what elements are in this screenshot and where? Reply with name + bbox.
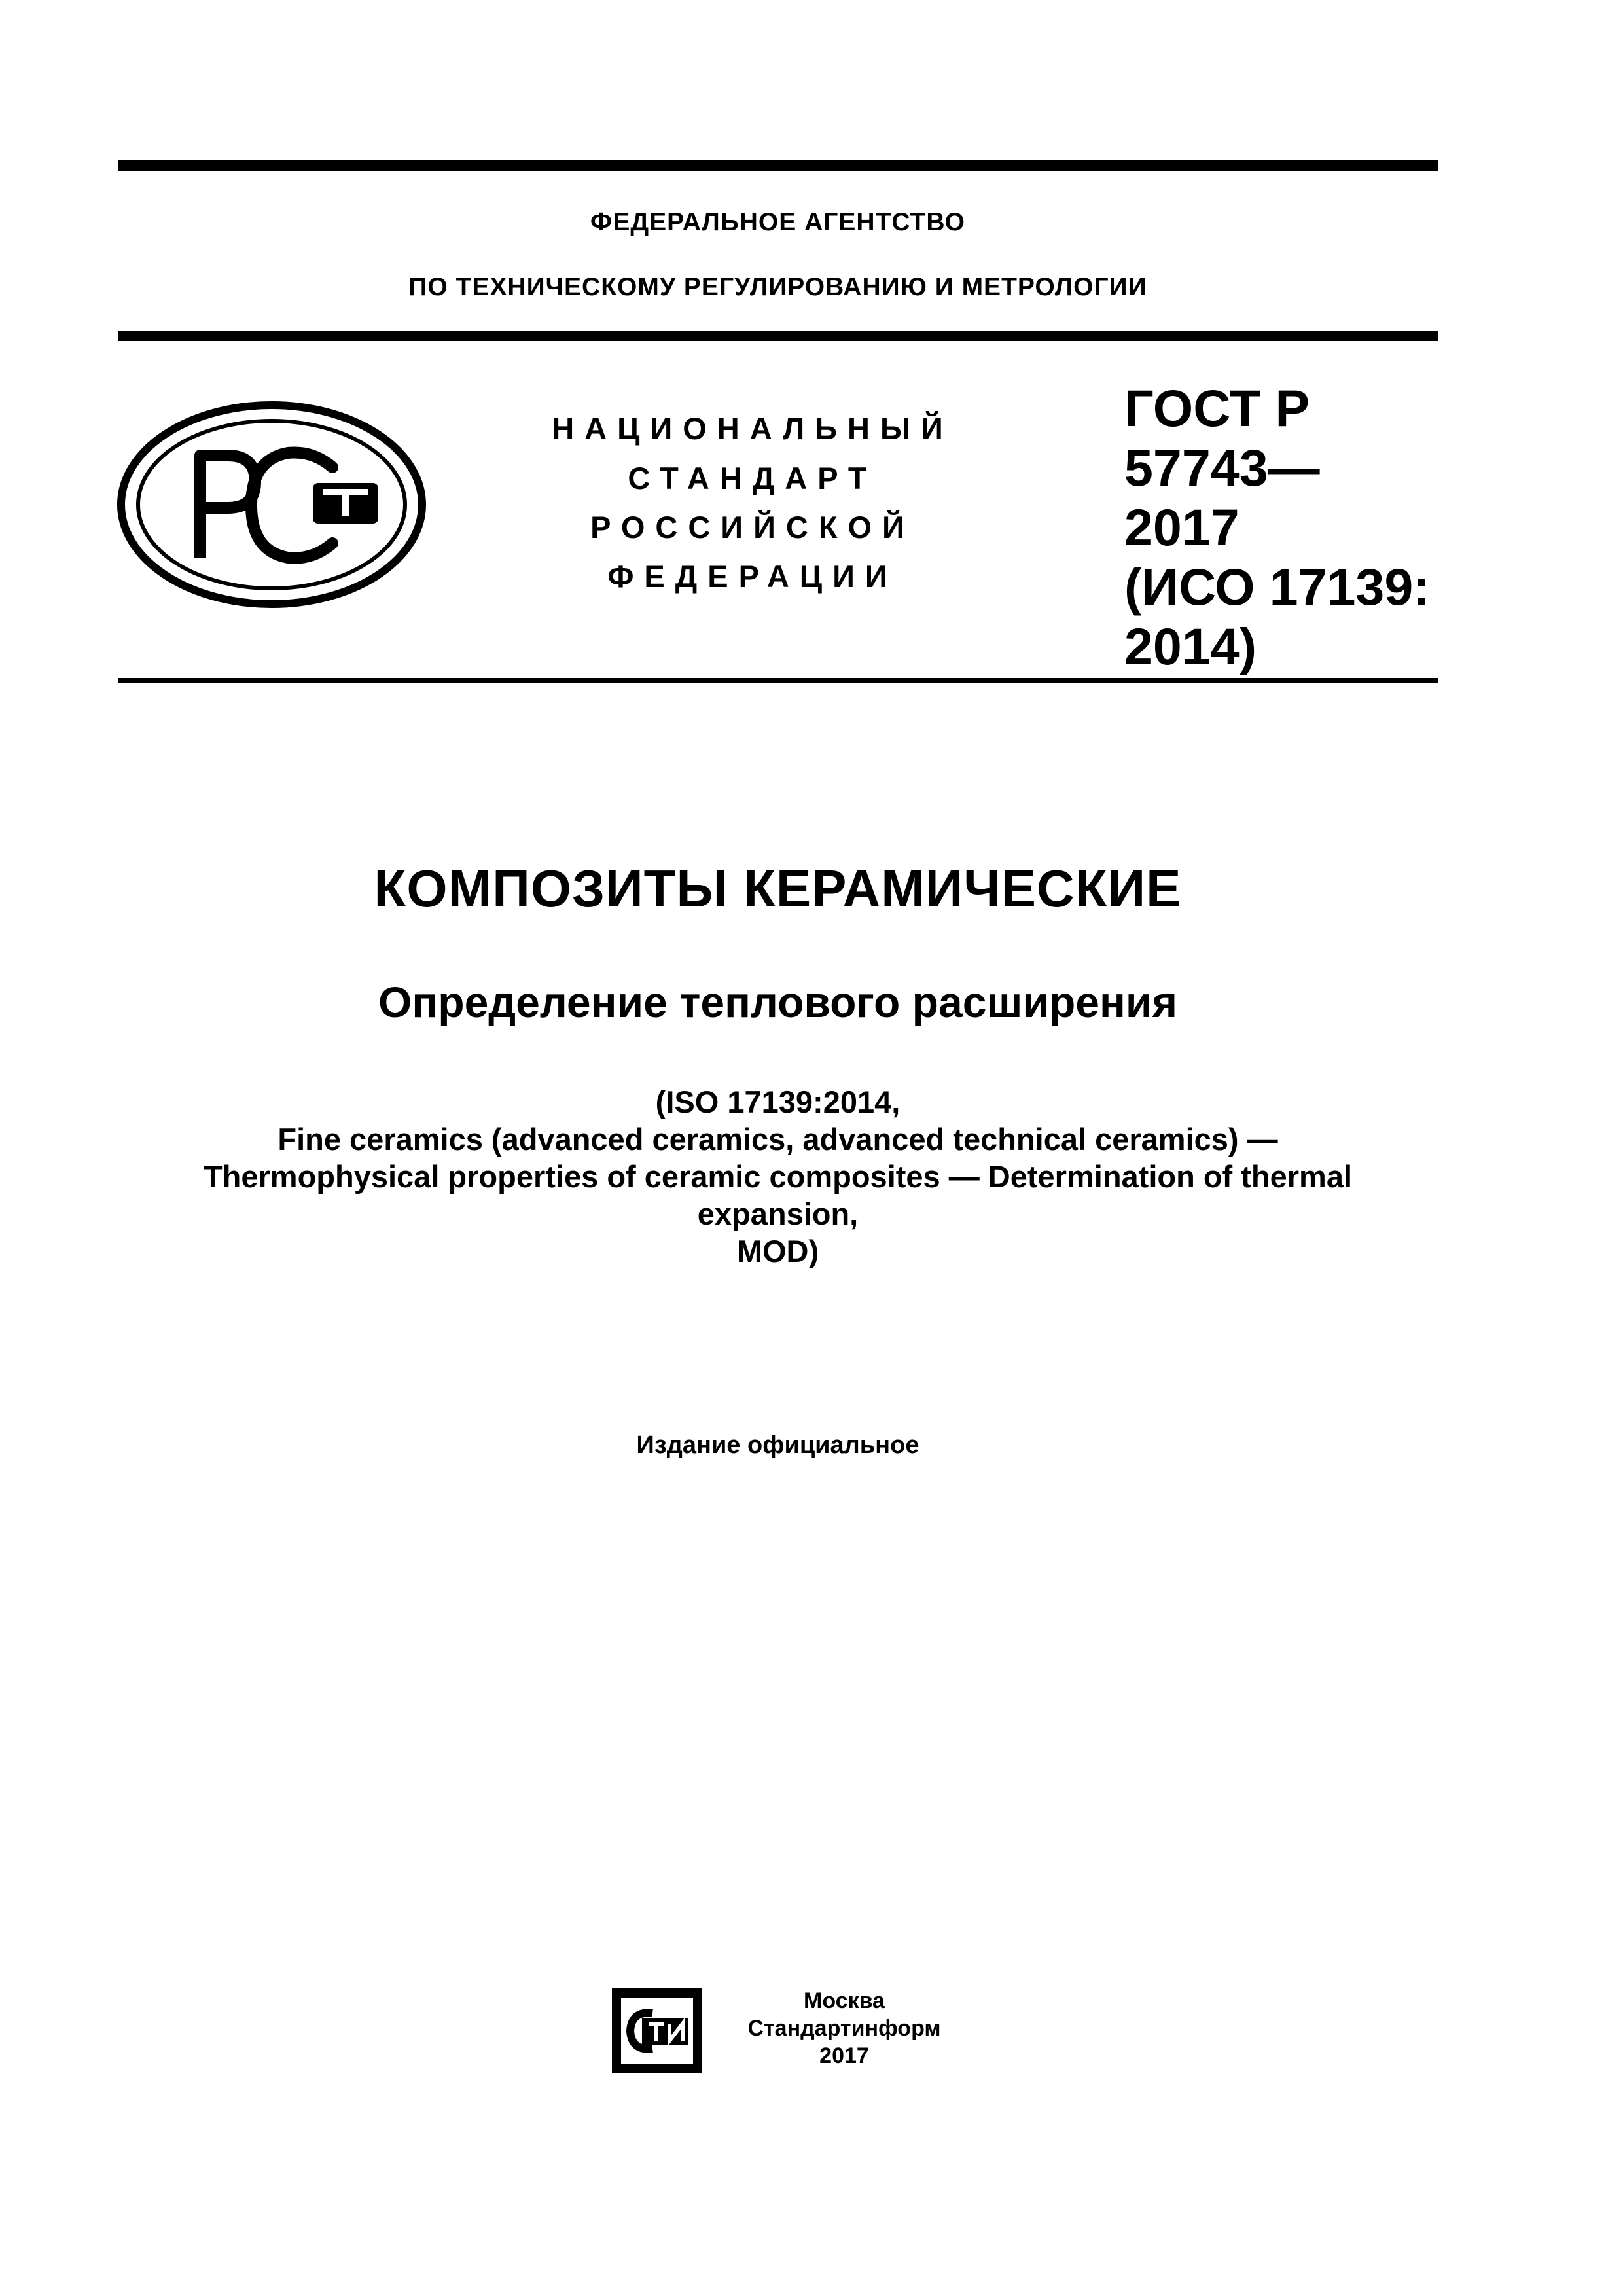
cover-divider-rule [118,678,1438,683]
national-standard-line3: РОССИЙСКОЙ [590,510,915,545]
publisher-name: Стандартинформ [747,2016,941,2041]
document-subtitle: Определение теплового расширения [378,978,1177,1026]
standard-designation-line2: 57743— [1124,439,1320,497]
document-title: КОМПОЗИТЫ КЕРАМИЧЕСКИЕ [374,859,1182,918]
national-standard-line4: ФЕДЕРАЦИИ [607,559,898,594]
iso-reference-line4: expansion, [697,1196,859,1231]
agency-name-line1: ФЕДЕРАЛЬНОЕ АГЕНТСТВО [590,208,965,236]
rst-seal-icon [116,401,427,609]
iso-reference-line1: (ISO 17139:2014, [655,1085,901,1119]
agency-name-line2: ПО ТЕХНИЧЕСКОМУ РЕГУЛИРОВАНИЮ И МЕТРОЛОГИИ [408,273,1147,301]
iso-reference-line5: MOD) [736,1234,819,1268]
national-standard-line2: СТАНДАРТ [628,461,878,495]
standard-designation-line1: ГОСТ Р [1124,379,1310,437]
iso-reference-line3: Thermophysical properties of ceramic composites — Determination of thermal [203,1159,1353,1194]
iso-reference-block [118,1083,1438,1270]
standard-designation-line4: (ИСО 17139: [1124,558,1431,616]
standartinform-logo-icon [605,1982,710,2080]
top-rule [118,160,1438,171]
standard-designation-line5: 2014) [1124,617,1257,675]
edition-label: Издание официальное [636,1431,919,1459]
iso-reference-line2: Fine ceramics (advanced ceramics, advanced technical ceramics) — [277,1122,1278,1157]
publisher-block [726,1987,962,2070]
standard-designation-line3: 2017 [1124,498,1240,556]
publisher-city: Москва [804,1988,885,2013]
national-standard-line1: НАЦИОНАЛЬНЫЙ [552,411,954,446]
header-rule [118,331,1438,341]
publisher-year: 2017 [819,2043,869,2068]
